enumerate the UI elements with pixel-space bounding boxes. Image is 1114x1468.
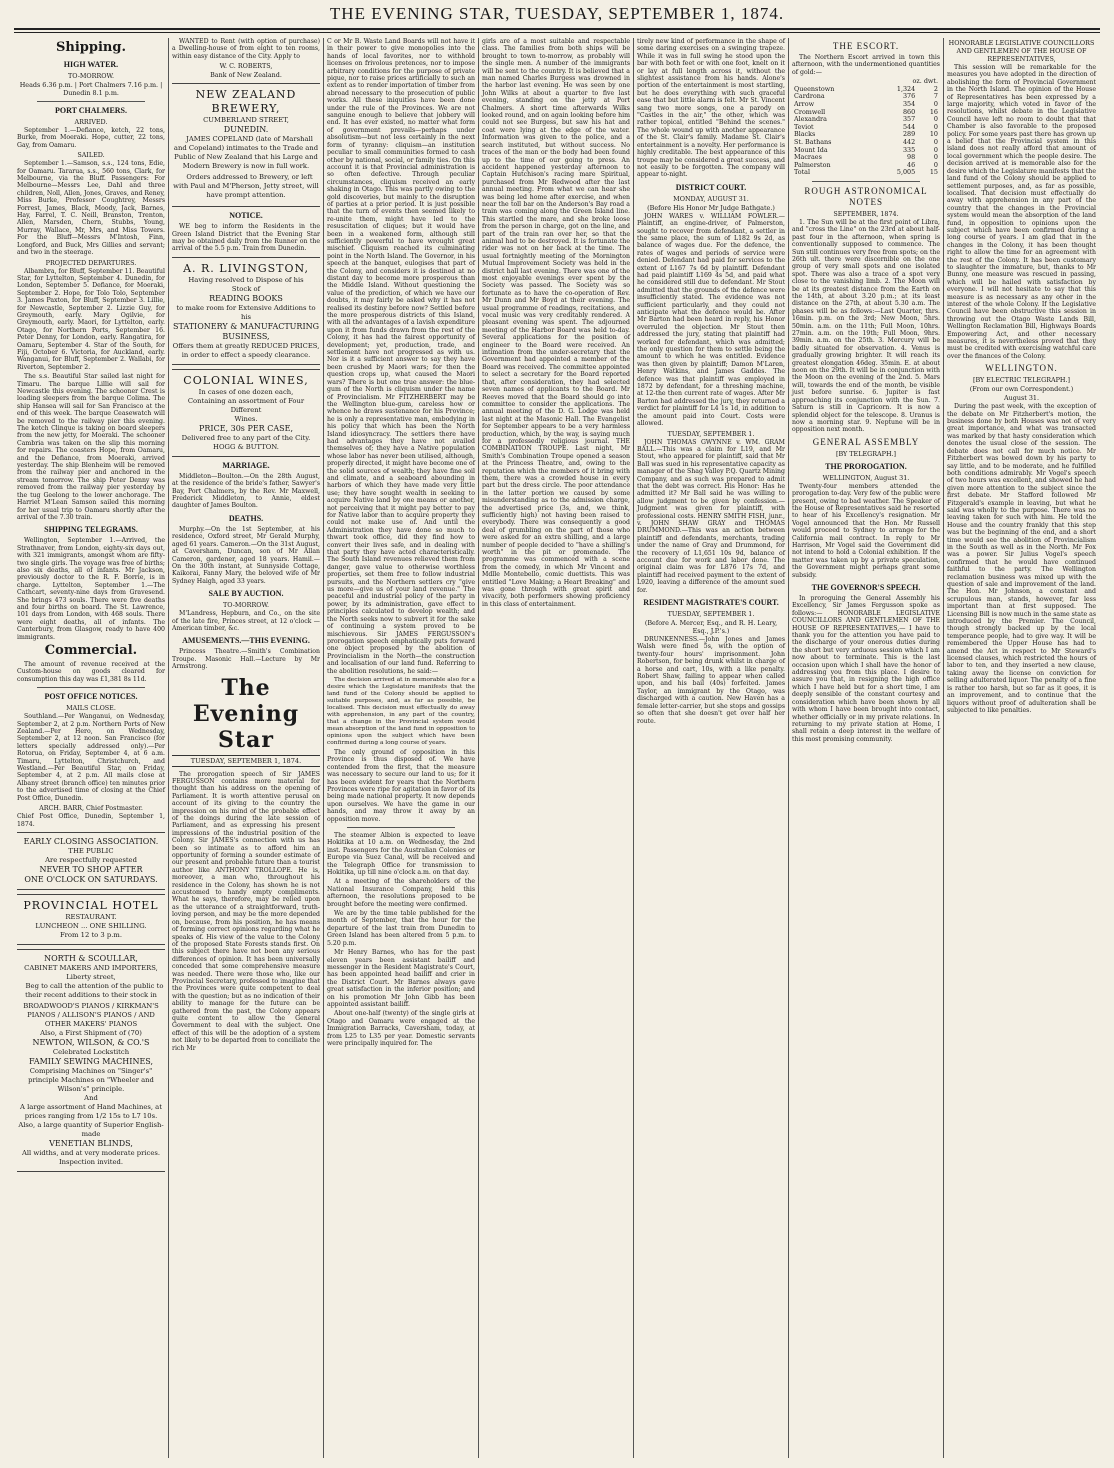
district-court-heading: DISTRICT COURT. <box>675 182 747 192</box>
resident-court-date: TUESDAY, SEPTEMBER 1. <box>667 610 755 619</box>
inspection-invited: Inspection invited. <box>58 1157 124 1166</box>
deaths-heading: DEATHS. <box>228 513 264 523</box>
masthead-rule <box>14 28 1100 30</box>
scoullar-name: NORTH & SCOULLAR, <box>44 953 138 963</box>
mails-close-label: MAILS CLOSE. <box>66 704 116 713</box>
luncheon-hours: From 12 to 3 p.m. <box>59 930 123 939</box>
escort-row <box>792 93 940 101</box>
divider <box>37 101 145 102</box>
stationery-label: STATIONERY & MANUFACTURING <box>173 321 319 331</box>
escort-dwt: 0 <box>933 145 938 154</box>
escort-total-label: Total <box>794 168 811 177</box>
reading-books: READING BOOKS <box>209 293 283 303</box>
arrived-text: September 1.—Defiance, ketch, 22 tons, Burke, from Moeraki. Hope, cutter, 22 tons, Gay, from Oamaru. <box>17 127 165 149</box>
column-2 <box>169 38 324 1458</box>
newton-wilson: NEWTON, WILSON, & CO.'S <box>32 1037 150 1047</box>
masthead-rule-thin <box>14 32 1100 33</box>
provincial-hotel-title: PROVINCIAL HOTEL <box>23 898 159 912</box>
local-news-text: girls are of a most suitable and respectable class. The families from both ships will be brought to town to-morrow, as probably will the single men. A number of the immigrants will be sent to the country. It is believed that a man named Charles Burgess was drowned in the harbor last evening. He was seen by one John Wilks at about a quarter to five last evening, standing on the jetty at Port Chalmers. A short time afterwards Wilks looked round, and on again looking before him could not see Burgess, but saw his hat and coat were lying at the edge of the water. Information was given to the police, and a search instituted, but without success. No traces of the man or the body had been found up to the time of our going to press. An accident happened yesterday afternoon to Captain Hutchison's racing mare Spiritual, purchased from Mr Redwood after the last annual meeting. From what we can hear she was being led home after exercise, and when near the toll bar on the Anderson's Bay road a train was coming along the Green Island line. This startled the mare, and she broke loose from the person in charge, got on the line, and part of the train ran over her, so that the animal had to be destroyed. It is fortunate the rider was not on her back at the time. The usual fortnightly meeting of the Mornington Mutual Improvement Society was held in the district hall last evening. There was one of the most enjoyable evenings ever spent by the Society was passed. The Society was so fortunate as to have the co-operation of Rev. Mr Dunn and Mr Boyd at their evening. The usual programme of readings, recitations, and vocal music was very creditably rendered. A pleasant evening was spent. The adjourned meeting of the Harbor Board was held to-day. Several applications for the position of engineer to the Board were received. An intimation from the under-secretary that the Government had appointed a member of the Board was received. The committee appointed to select a secretary for the Board reported that, after consideration, they had selected seven names of applicants to the Board. Mr Reeves moved that the Board should go into committee to consider the applications. The annual meeting of the D. G. Lodge was held last night at the Masonic Hall. The Evangelist for September appears to be a very harmless production, which, by the way, is saying much for a professedly religious journal. THE COMBINATION TROUPE. Last night, Mr Smith's Combination Troupe opened a season at the Princess Theatre, and, owing to the reputation which the members of it bring with them, there was a crowded house in every part but the dress circle. The poor attendance in the latter portion we caused by some misunderstanding as to the admission charge, the advertised price (3s, and, we think, sufficiently high) not having been raised to everybody. There was consequently a good deal of grumbling on the part of those who were asked for an extra shilling, and a large number of people decided to "have a shilling's worth" in the pit or promenade. The programme was commenced with a scene from the comedy, in which Mr Vincent and Mdlle Montebello, comic duettists. This was entitled "Love Making; a Heart Breaking" and was gone through with great spirit and vivacity, both performers showing proficiency in this class of entertainment. <box>482 38 630 608</box>
venetian-blinds: VENETIAN BLINDS, <box>49 1138 133 1148</box>
restaurant-label: RESTAURANT. <box>65 912 117 921</box>
column-3 <box>324 38 479 1458</box>
by-telegraph: [BY TELEGRAPH.] <box>835 449 897 458</box>
tide-times: Heads 6.36 p.m. | Port Chalmers 7.16 p.m. | Dunedin 8.1 p.m. <box>19 81 163 97</box>
early-closing-saturdays: ONE O'CLOCK ON SATURDAYS. <box>24 874 158 884</box>
projected-heading: PROJECTED DEPARTURES. <box>45 258 137 267</box>
escort-oz: 1,324 <box>896 84 916 93</box>
wellington-text: During the past week, with the exception of the debate on Mr Fitzherbert's motion, the business done by both Houses was not of very great importance, and what was transacted was marked by that hasty consideration which denotes the usual close of the session. The debate does not call for much notice. Mr Fitzherbert was bowed down by his party to say little, and to be moderate, and he fulfilled both conditions admirably. Mr Vogel's speech of two hours was excellent, and showed he had given more attention to the subject since the first debate. Mr Stafford followed Mr Fitzgerald's example in leaving, but what he said was wholly to the purpose. There was no leaving taken for such with him. He told the House and the country frankly that this step was but the beginning of the end, and a short time would see the abolition of Provincialism in the South as well as in the North. Mr Fox was a power. Sir Julius Vogel's speech confirmed that he would have continued faithful to the party. The Wellington reclamation business was mixed up with the question of sale and improvement of the land. The Hon. Mr Johnson, a constant and scrupulous man, stands, however, far less important than at first supposed. The Licensing Bill is now much in the same state as introduced by the Premier. The Council, though strongly backed up by the local temperance people, had to give way. It will be remembered the Upper House has had to amend the Act in respect to Mr Steward's licensed clauses, which restricted the hours of labor to ten, and they inserted a new clause, taking away the license on conviction for selling adulterated liquor. The penalty of a fine is rather too harsh, but so far as it goes, it is an improvement, and to continue that the liquors without proof of adulteration shall be subjected to like penalties. <box>947 403 1096 714</box>
wanted-ad: WANTED to Rent (with option of purchase) a Dwelling-house of from eight to ten rooms, within easy distance of the City. Apply to <box>172 38 320 60</box>
sailed-label: SAILED. <box>77 151 105 160</box>
governor-speech-text: In proroguing the General Assembly his Excellency, Sir James Fergusson spoke as follows:— HONORABLE LEGISLATIVE COUNCILLORS AND GENTLEMEN OF THE HOUSE OF REPRESENTATIVES,— I have to thank you for the attention you have paid to the discharge of your onerous duties during the short but very arduous session which I am now about to terminate. This is the last occasion upon which I shall have the honor of addressing you from this place. I desire to assure you that, in resigning the high office which I have held but for a short time, I am deeply sensible of the constant courtesy and consideration which have been shown by all with whom I have been brought into contact, whether officially or in my private relations. In returning to my private station at Home, I shall retain a deep interest in the welfare of this most promising community. <box>792 595 940 743</box>
prorogation-dateline: WELLINGTON, August 31. <box>822 473 910 482</box>
combination-troupe-continued: tirely new kind of performance in the shape of some daring exercises on a swinging trapeze. While it was in full swing he stood upon the bar with both feet or with one foot, knelt on it or lay at full length across it, without the slightest assistance from his hands. Alone's portion of the entertainment is most startling, but he does everything with such graceful ease that but little alarm is felt. Mr St. Vincent sang two more songs, one a parody on "Castles in the air," the other, which was rather topical, entitled "Behind the scenes." The whole wound up with another appearance of the St. Clair's family. Madame St. Clair's entertainment is a novelty. Her performance is highly creditable. The best appearance of this troupe may be considered a great success, and not easily to be forgotten. The company will appear to-night. <box>637 38 785 179</box>
trains-item: We are by the time table published for the month of September, that the hour for the departure of the last train from Dunedin to Green Island has been altered from 5 p.m. to 5.20 p.m. <box>327 910 475 947</box>
hogg-button-name: HOGG & BUTTON. <box>213 442 279 451</box>
district-court-judge: (Before His Honor Mr Judge Bathgate.) <box>647 203 775 212</box>
bank-name: Bank of New Zealand. <box>210 71 282 80</box>
cumberland-street: CUMBERLAND STREET, <box>203 116 289 125</box>
escort-total-dwt: 15 <box>929 168 938 177</box>
wellington-telegraph: [BY ELECTRIC TELEGRAPH.] <box>972 376 1071 385</box>
having-resolved: Having resolved to Dispose of his <box>188 275 304 284</box>
editorial-quote: The decision arrived at in memorable also for a desire which the Legislature manifests that the land fund of the Colony should be applied to suitable purposes, and, as far as possible, be localised. This decision must effectually do away with apprehension, in any part of the country, that a change in the Provincial system would mean absorption of the land fund in opposition to opinions upon the subject which have been confirmed during a long course of years. <box>327 676 475 746</box>
port-chalmers-heading: PORT CHALMERS. <box>54 106 128 115</box>
escort-oz: 289 <box>902 130 916 139</box>
escort-place: Teviot <box>794 122 814 131</box>
escort-place: Queenstown <box>794 84 835 93</box>
divider <box>812 181 920 182</box>
escort-place: Blacks <box>794 130 816 139</box>
escort-place: St. Bathans <box>794 137 832 146</box>
amusements-heading: AMUSEMENTS.—THIS EVENING. <box>182 636 310 646</box>
divider <box>347 827 455 828</box>
delivered-text: Delivered free to any part of the City. <box>181 433 311 442</box>
escort-place: Alexandra <box>794 115 827 124</box>
assembly-heading: GENERAL ASSEMBLY <box>812 436 920 447</box>
wines-label: Wines. <box>234 414 258 423</box>
offers-text: Offers them at greatly REDUCED PRICES, in order to effect a speedy clearance. <box>172 341 320 359</box>
pianos-list: BROADWOOD'S PIANOS / KIRKMAN'S PIANOS / ALLISON'S PIANOS / AND OTHER MAKERS' PIANOS <box>23 1001 159 1028</box>
sailed-text: September 1.—Samson, s.s., 124 tons, Edie, for Oamaru. Tararua, s.s., 560 tons, Clark, for Melbourne, via the Bluff. Passengers: For Melbourne—Messrs Lee, Dahl and three children, Noll, Allen, Jones, Graves, and Reney, Miss Burke, Professor Coughtrey, Messrs Forrest, James, Black, Moody, Jack, Barnes, Hay, Farrel, T. C. Neill, Branston, Trenton, Allen, Marsden, Chern, Stubbs, Young, Murray, Wallace, Mr, Mrs, and Miss Towers. For the Bluff—Messrs M'Intosh, Finn, Longford, and Buck, Mrs Gillies and servant; and two in the steerage. <box>17 160 165 257</box>
sale-text: M'Landress, Hepburn, and Co., on the site of the late fire, Princes street, at 12 o'clock —American timber, &c. <box>172 610 320 632</box>
column-4 <box>479 38 634 1458</box>
celebrated-lockstitch: Celebrated Lockstitch <box>52 1047 130 1056</box>
livingston-name: A. R. LIVINGSTON, <box>183 261 309 275</box>
copeland-text: JAMES COPELAND (late of Marshall and Copeland) intimates to the Trade and Public of New Zealand that his Large and Modern Brewery is now in full work. <box>173 135 319 171</box>
escort-dwt: 0 <box>933 100 938 108</box>
telegrams-heading: SHIPPING TELEGRAMS. <box>44 525 138 535</box>
escort-oz: 354 <box>902 100 916 108</box>
escort-dwt: 0 <box>933 160 938 169</box>
comprising-text: Comprising Machines on "Singer's" principle Machines on "Wheeler and Wilson's" principle. <box>28 1066 154 1093</box>
colonial-wines-ad <box>172 369 320 457</box>
wellington-date: August 31. <box>1004 394 1039 403</box>
early-closing-public: THE PUBLIC <box>68 846 114 855</box>
wellington-correspondent: (From our own Correspondent.) <box>969 385 1074 394</box>
escort-place: Macraes <box>794 153 822 162</box>
escort-place: Palmerston <box>794 160 831 169</box>
honorable-address: HONORABLE LEGISLATIVE COUNCILLORS AND GENTLEMEN OF THE HOUSE OF REPRESENTATIVES, <box>948 39 1095 63</box>
escort-oz: 357 <box>902 115 916 124</box>
roberts-name: W. C. ROBERTS, <box>219 62 273 71</box>
divider <box>37 687 145 688</box>
astro-text: 1. The Sun will be at the first point of Libra, and "cross the Line" on the 23rd at about half-past four in the afternoon, when spring is conventionally supposed to commence. The Sun still continues very free from spots; on the 26th ult. there were discernible on the one group of very small spots and one isolated spot. There was also a trace of a spot very close to the vanishing limb. 2. The Moon will be at its greatest distance from the Earth on the 14th, at about 3.20 p.m.; at its least distance on the 27th, at about 5.30 a.m. The phases will be as follows:—Last Quarter, thrs. 16min. p.m. on the 3rd; New Moon, 5hrs. 50min. a.m. on the 11th; Full Moon, 10hrs. 27min. a.m. on the 19th; Full Moon, 9hrs. 39min. a.m. on the 25th. 3. Mercury will be badly situated for observation. 4. Venus is gradually growing brighter. It will reach its greatest elongation 46deg. 35min. E. at about noon on the 29th. It will be in conjunction with the Moon on the evening of the 2nd. 5. Mars will, towards the end of the month, be visible just before sunrise. 6. Jupiter is fast approaching its conjunction with the Sun. 7. Saturn is still in Capricorn. It is now a splendid object for the telescope. 8. Uranus is now a morning star. 9. Neptune will be in opposition next month. <box>792 218 940 434</box>
post-office-text: Southland.—Per Wanganui, on Wednesday, September 2, at 2 p.m. Northern Ports of New Zealand.—Per Hero, on Wednesday, September 2, at 12 noon. San Francisco (for letters specially addressed only).—Per Rotorua, on Friday, September 4, at 6 a.m. Timaru, Lyttelton, Christchurch, and Westland.—Per Beautiful Star, on Friday, September 4, at 2 p.m. All mails close at Albany street (branch office) ten minutes prior to the advertised time of closing at the Chief Post Office, Dunedin. <box>17 713 165 802</box>
amusements-text: Princess Theatre.—Smith's Combination Troupe. Masonic Hall.—Lecture by Mr Armstrong. <box>172 648 320 671</box>
shipping-heading: Shipping. <box>56 40 126 55</box>
column-6 <box>789 38 944 1458</box>
stock-of: Stock of <box>231 284 261 293</box>
notice-text: WE beg to inform the Residents in the Green Island District that the Evening Star may be obtained daily from the Runner on the arrival of the 5.5 p.m. Train from Dunedin. <box>172 223 320 253</box>
commercial-heading: Commercial. <box>44 643 138 658</box>
post-office-heading: POST OFFICE NOTICES. <box>44 692 138 702</box>
deaths-text: Murphy.—On the 1st September, at his residence, Oxford street, Mr Gerald Murphy, aged 61 years. Cameron.—On the 31st August, at Caversham, Duncan, son of Mr Allan Cameron, gardener, aged 18 years. Hamil.—On the 30th instant, at Sunnyside Cottage, Kaikorai, Fanny Mary, the beloved wife of Mr Sydney Haigh, aged 33 years. <box>172 525 320 585</box>
telegrams-text: Wellington, September 1.—Arrived, the Strathnaver, from London, eighty-six days out, with 321 immigrants, amongst whom are fifty-two single girls. The voyage was free of births; also six deaths, all of infants. Mr Jackson, previously doctor to the R. F. Borrie, is in charge. Lyttelton, September 1.—The Cathcart, seventy-nine days from Gravesend. She brings 473 souls. There were five deaths and four births on board. The St. Lawrence, 101 days from London, with 468 souls. There were eight deaths, all of infants. The Canterbury, from Glasgow, ready to have 400 immigrants. <box>17 537 165 641</box>
governor-speech-heading: THE GOVERNOR'S SPEECH. <box>811 583 921 592</box>
english-made: Also, a large quantity of Superior English-made <box>18 1120 164 1138</box>
cases-text: In cases of one dozen each, <box>198 387 294 396</box>
prorogation-text: Twenty-four members attended the prorogation to-day. Very few of the public were present, owing to bad weather. The Speaker of the House of Representatives said he resorted to hear of his Excellency's resignation. Mr Vogel announced that the Hon. Mr Russell would proceed to Sydney to arrange for the California mail contract. In reply to Mr Harrison, Mr Vogel said the Government did not intend to hold a Colonial exhibition. If the matter was taken up by a private speculation, the Government might perhaps grant some subsidy. <box>792 482 940 579</box>
early-closing-title: EARLY CLOSING ASSOCIATION. <box>23 836 159 846</box>
marriage-heading: MARRIAGE. <box>222 460 270 470</box>
column-7 <box>944 38 1099 1458</box>
shipping-notes: The s.s. Beautiful Star sailed last night for Timaru. The barque Lillie will sail for Newcastle this evening. The schooner Crest is loading sleepers from the barque Colima. The ship Hansea will sail for San Francisco at the end of this week. The barque Ceasewatch will be removed to the railway pier this evening. The ketch Clinque is taking on board sleepers from the new jetty, for Moeraki. The schooner Cambria was taken on the slip this morning for repairs. The coasters Hope, from Oamaru, and the Defiance, from Moeraki, arrived yesterday. The ship Blenheim will be removed from the railway pier and anchored in the stream tomorrow. The ship Peter Denny was removed from the railway pier yesterday by the tug Geelong to the lower anchorage. The Harriet M'Lean Samson sailed this morning for her usual trip to Oamaru shortly after the arrival of the 7.30 train. <box>17 373 165 521</box>
provincial-hotel-ad <box>17 894 165 945</box>
cabinet-makers: CABINET MAKERS AND IMPORTERS, Liberty street, <box>24 963 158 981</box>
escort-oz: 860 <box>902 107 916 116</box>
orders-text: Orders addressed to Brewery, or left with Paul and M'Pherson, Jetty street, will have prompt attention. <box>173 173 319 200</box>
astro-month: SEPTEMBER, 1874. <box>833 209 899 218</box>
and-label: And <box>84 1093 98 1102</box>
early-closing-requested: Are respectfully requested <box>45 855 137 864</box>
escort-dwt: 0 <box>933 153 938 162</box>
hand-machines: A large assortment of Hand Machines, at prices ranging from 1/2 15s to L7 10s. <box>20 1102 162 1120</box>
masthead <box>0 0 1114 28</box>
paper-date: TUESDAY, SEPTEMBER 1, 1874. <box>172 755 320 767</box>
girls-item: About one-half (twenty) of the single girls at Otago and Oamaru were engaged at the Immigration Barracks, Caversham, today, at from L25 to L35 per year. Domestic servants were principally inquired for. The <box>327 1010 475 1047</box>
escort-dwt: 10 <box>929 130 938 139</box>
colonial-wines-title: COLONIAL WINES, <box>183 373 309 387</box>
escort-oz: 442 <box>902 137 916 146</box>
escort-place: Arrow <box>794 100 815 108</box>
escort-intro: The Northern Escort arrived in town this afternoon, with the undermentioned quantities of gold:— <box>792 54 940 76</box>
escort-place: Mount Ida <box>794 145 828 154</box>
escort-place: Cromwell <box>794 107 826 116</box>
escort-total-oz: 5,005 <box>896 168 916 177</box>
prorogation-heading: THE PROROGATION. <box>825 461 907 471</box>
widths-text: All widths, and at very moderate prices. <box>21 1148 161 1157</box>
escort-dwt: 16 <box>929 107 938 116</box>
masthead-title: THE EVENING STAR, TUESDAY, SEPTEMBER 1, 1874. <box>329 4 785 23</box>
escort-place: Cardrona <box>794 92 825 101</box>
notice-heading: NOTICE. <box>229 211 263 221</box>
scoullar-ad <box>17 949 165 1172</box>
editorial-after: The only ground of opposition in this Province is thus disposed of. We have contended from the first, that the measure was necessary to secure our land to us; for it has been evident for years that the Northern Provinces were ripe for agitation in favor of its being made national property. It now depends upon ourselves. We have the game in our hands, and may throw it away by an opposition move. <box>327 748 475 823</box>
escort-units: oz. dwt. <box>912 77 938 86</box>
business-label: BUSINESS, <box>222 331 270 341</box>
dunedin-label: DUNEDIN. <box>223 125 269 135</box>
commercial-text: The amount of revenue received at the Custom-house on goods cleared for consumption this day was £1,381 8s 11d. <box>17 661 165 683</box>
marriage-text: Middleton—Boulton.—On the 28th August, at the residence of the bride's father, Sawyer's Bay, Port Chalmers, by the Rev. Mr Maxwell, Frederick Middleton, to Annie, eldest daughter of James Boulton. <box>172 472 320 510</box>
escort-body <box>792 86 940 170</box>
brewery-ad <box>172 83 320 207</box>
sale-heading: SALE BY AUCTION. <box>208 589 284 599</box>
escort-oz: 544 <box>902 122 916 131</box>
escort-table <box>792 78 940 177</box>
escort-dwt: 0 <box>933 122 938 131</box>
column-1 <box>14 38 169 1458</box>
projected-text: Albambra, for Bluff, September 11. Beautiful Star, for Lyttelton, September 4. Dunedin, for London, September 5. Defiance, for Moeraki, September 2. Hope, for Tolo Tolo, September 3. James Paxton, for Bluff, September 3. Lillie, for Newcastle, September 2. Lizzie Guy, for Greymouth, early. Mary Ogilvie, for Greymouth, early. Maori, for Lyttelton, early. Otago, for Northern Ports, September 16. Peter Denny, for London, early. Rangatira, for Oamaru, September 4. Star of the South, for Fiji, October 6. Victoria, for Auckland, early. Wanganui, for Bluff, September 2. Wallabi, for Riverton, September 2. <box>17 267 165 371</box>
postmaster-signature: ARCH. BARR, Chief Postmaster. <box>39 804 143 813</box>
sale-date: TO-MORROW. <box>222 601 270 610</box>
escort-heading: THE ESCORT. <box>832 41 900 51</box>
tomorrow-label: TO-MORROW. <box>67 72 115 80</box>
resident-court-text: DRUNKENNESS.—John Jones and James Walsh were fined 5s, with the option of twenty-four hours' imprisonment. John Robertson, for being drunk whilst in charge of a horse and cart, 10s, with a like penalty. Robert Shaw, failing to appear when called upon, and his bail (40s) forfeited. James Taylor, an immigrant by the Otago, was discharged with a caution. New Haven has a female letter-carrier, but she stops and gossips so often that she doesn't get over half her route. <box>637 636 785 725</box>
escort-total-row <box>792 169 940 177</box>
escort-dwt: 2 <box>933 84 938 93</box>
livingston-ad <box>172 257 320 365</box>
district-court-text: JOHN WARES v. WILLIAM FOWLER.—Plaintiff, an engine-driver, of Palmerston, sought to recover from defendant, a settler in the same place, the sum of L182 9s 2d, as balance of wages due. For the defence, the rates of wages and periods of service were denied. Defendant had paid for services to the extent of L167 7s 6d by plaintiff. Defendant had paid plaintiff L169 4s 5d, and paid what he considered still due to defendant. Mr Stout admitted that the grounds of the defence were insufficiently stated. The evidence was not sufficient particularly, and they could not anticipate what the defence would be. After Mr Barton had been heard in reply, his Honor overruled the objection. Mr Stout then addressed the jury, stating that plaintiff had worked for defendant, which was admitted; the only question for them to settle being the amount to which he was entitled. Evidence was then given by plaintiff; Damon M'Laren, Henry Watkins, and James Gaddes. The defence was that plaintiff was employed in 1872 by defendant, for a threshing machine, at 12-the then current rate of wages. After Mr Barton had addressed the jury, they returned a verdict for plaintiff for L4 1s 1d, in addition to the amount paid into Court. Costs were allowed. <box>637 212 785 428</box>
district-court-date: MONDAY, AUGUST 31. <box>673 194 749 203</box>
meeting-item: At a meeting of the shareholders of the National Insurance Company, held this afternoon, the resolutions proposed to be brought before the meeting were confirmed. <box>327 878 475 908</box>
editorial-text: The prorogation speech of Sir JAMES FERGUSSON contains more material for thought than his address on the opening of Parliament. It is worth attentive perusal on account of its giving to the country the impression on his mind of the probable effect of the doings during the late session of Parliament, and as expressing his present impressions of the industrial position of the Colony. Sir JAMES's connection with us has been so intimate as to afford him an opportunity of forming a sounder estimate of our present and probable future than a tourist author like ANTHONY TROLLOPE. He is, moreover, a man who, throughout his residence in the Colony, has shown he is not accustomed to handy empty compliments. What he says, therefore, may be relied upon as the utterance of a straightforward, truth-loving person, and may be the more depended on, because, from his position, he has means of forming correct opinions regarding what he speaks of. His view of the value to the Colony of the proposed State Forests stands first. On this subject there have not been any serious differences of opinion. It has been universally conceded that some comprehensive measure was needed. There were those who, like our Provincial Secretary, professed to imagine that the Provinces were quite competent to deal with the question; but as no indication of their ability to manage for the future can be gathered from the past, the Colony appears quite content to allow the General Government to deal with the subject. One effect of this will be the adoption of a system not likely to be departed from to conciliate the rich Mr <box>172 770 320 1052</box>
speech-continued: This session will be remarkable for the measures you have adopted in the direction of abolishing the form of Provincial Government in the North Island. The opinion of the House of Representatives has been expressed by a large majority, which voted in favor of the resolutions, whilst debate in the Legislative Council have left no room to doubt that that Chamber is also favorable to the proposed policy. For some years past there has grown up a belief that the Provincial system in this island does not really afford that amount of local government which the people desire. The decision arrived at is memorable also for the desire which the Legislature manifests that the land fund of the Colony should be applied to settlement purposes, and, as far as possible, localised. That decision must effectually do away with apprehension in any part of the country that the changes in the Provincial system would mean the absorption of the land fund, in opposition to opinions upon the subject which have been confirmed during a long course of years. I am glad that in the changes in the Colony, it has been thought right to allow the time for an agreement with the rest of the Colony. It has been customary to slaughter the immature, but, thanks to Mr Bunny, one measure was rescued in passing, which will be hailed with satisfaction by everyone. I will not hesitate to say that this measure is as necessary as any other in the interest of the whole Colony. If the Legislative Council have been obstructive this session in throwing out the Otago Waste Lands Bill, Wellington Reclamation Bill, Highways Boards Empowering Act, and other necessary measures, it is nevertheless proved that they must be credited with exercising watchful care over the finances of the Colony. <box>947 64 1096 360</box>
arrived-label: ARRIVED. <box>74 118 108 126</box>
resident-court-judge: (Before A. Mercer, Esq., and R. H. Leary, Esq., J.P.'s.) <box>644 619 778 636</box>
paper-title: The Evening Star <box>192 674 300 753</box>
post-office-date: Chief Post Office, Dunedin, September 1, 1874. <box>17 813 165 828</box>
steamer-item: The steamer Albion is expected to leave Hokitika at 10 a.m. on Wednesday, the 2nd inst. Passengers for the Australian Colonies or Europe via Suez Canal, will be received and the Telegraph Office for transmission to Hokitika, up till nine o'clock a.m. on that day. <box>327 832 475 877</box>
scoullar-text: Beg to call the attention of the public to their recent additions to their stock in <box>25 981 164 999</box>
luncheon-label: LUNCHEON ... ONE SHILLING. <box>35 921 147 930</box>
columns <box>14 38 1100 1458</box>
escort-dwt: 7 <box>933 92 938 101</box>
also-shipment: Also, a First Shipment of (70) <box>40 1028 142 1037</box>
escort-dwt: 0 <box>933 137 938 146</box>
tuesday-text: JOHN THOMAS GWYNNE v. WM. GRAM BALL.—This was a claim for L19, and Mr Stout, who appeared for plaintiff, said that Mr Ball was sued in his representative capacity as manager of the Shag Valley P.Q. Quartz Mining Company, and as such was prepared to admit that the debt was correct. His Honor: Has he admitted it? Mr Ball said he was willing to allow judgment to be given by confession.—Judgment was given for plaintiff, with professional costs. HENRY SMITH FISH, junr., v. JOHN SHAW GRAY and THOMAS DRUMMOND.—This was an action between plaintiff and defendants, merchants, trading under the name of Gray and Drummond, for the recovery of L1,651 10s 9d, balance of account due for work and labor done. The original claim was for L876 17s 7d, and plaintiff had received payment to the extent of L920, leaving a difference of the amount sued for. <box>637 438 785 594</box>
astro-heading: ROUGH ASTRONOMICAL NOTES <box>804 185 928 207</box>
family-sewing-machines: FAMILY SEWING MACHINES, <box>28 1056 154 1066</box>
resident-court-heading: RESIDENT MAGISTRATE'S COURT. <box>643 598 779 608</box>
escort-oz: 98 <box>907 153 916 162</box>
price-label: PRICE, 30s PER CASE, <box>199 423 293 433</box>
escort-row <box>792 116 940 124</box>
escort-dwt: 0 <box>933 115 938 124</box>
brewery-title: NEW ZEALAND BREWERY, <box>195 88 297 116</box>
wellington-heading: WELLINGTON. <box>985 363 1058 374</box>
editorial-continued: C or Mr B. Waste Land Boards will not have it in their power to give monopolies into the hands of local favorites, nor to withhold licenses on frivolous pretences, nor to impose arbitrary conditions for the purpose of private pique, nor to raise prices artificially to such an extent as to render importation of timber from abroad necessary to the prosecution of public works. All these iniquities have been done under the rule of the Provinces. We are not sanguine enough to believe that jobbery will end. It has ever existed, no matter what form of government prevails—perhaps under absolutism—but not less certainly in the next form of tyranny: cliquism—an institution peculiar to small communities formed to cash other by national, social, or family ties. On this account it is that Provincial administration is so often defective. Through peculiar circumstances, cliquism received an early shaking in Otago. This was partly owing to the gold discoveries, but mainly to the disruption of parties at a prior period. It is just possible that the turn of events then seemed likely to re-unite them, might have led to the resuscitation of cliques; but it would have been in a weakened form, although still sufficiently powerful to have wrought great mischief. Cliquism reached its culminating point in the North Island. The Governor, in his speech at the banquet, eulogises that part of the Colony, and considers it is destined at no distant day to become more prosperous than the Middle Island. Without questioning the value of the prediction, of which we have our doubts, it may fairly be asked why it has not realised its destiny before now? Settled before the more prosperous districts of this Island, with all the advantages of a lavish expenditure upon it from funds drawn from the rest of the Colony, it has had the fairest opportunity of development; yet, production, trade, and settlement have not progressed as with us. Nor is it a sufficient answer to say they have been crushed by Maori wars; for then the question crops up, what caused the Maori wars? There is but one true answer: the blue-gum of the North is cliquism under the name of Provincialism. Mr FITZHERBERT may be the Wellington blue-gum, careless how or whence he draws sustenance for his Province; he is only a representative man, embodying in his policy that which has been the North Island idiosyncracy. The settlers there have had advantages they have not availed themselves of; they have a Native population whose labor has never been utilised, although, properly directed, it might have become one of the solid sources of wealth; they have fine soil and climate, and a seaboard abounding in harbors of which they have made very little use; they have sought wealth in seeking to acquire Native land by one means or another, not perceiving that it might pay better to pay for Native labor than to acquire property they could not make use of. And until the Administration they have done so much to thwart took office, did they find how to convert their lives safe, and in dealing with that party they have acted characteristically. The South Island revenues relieved them from danger, gave value to otherwise worthless properties, set them free to follow industrial pursuits, and the Northern settlers cry "give us more—give us of your land revenue." The peaceful and industrial policy of the party in power, by its administration, gave effect to principles calculated to develop wealth; and the North seeks now to subvert it for the sake of continuing a system proved to be mischievous. Sir JAMES FERGUSSON's prorogation speech emphatically puts forward one object proposed by the abolition of Provincialism in the North—the construction and localisation of our land fund. Referring to the abolition resolutions, he said:— <box>327 38 475 675</box>
escort-oz: 46 <box>907 160 916 169</box>
escort-row <box>792 162 940 170</box>
escort-oz: 376 <box>902 92 916 101</box>
high-water-heading: HIGH WATER. <box>63 60 119 69</box>
containing-text: Containing an assortment of Four Different <box>187 396 305 414</box>
barnes-item: Mr Henry Barnes, who has for the past eleven years been assistant bailiff and messenger in the Resident Magistrate's Court, has been appointed head bailiff and crier in the District Court. Mr Barnes always gave great satisfaction in the inferior position; and on his promotion Mr John Gibb has been appointed assistant bailiff. <box>327 949 475 1008</box>
tuesday-label: TUESDAY, SEPTEMBER 1. <box>667 429 755 438</box>
column-5 <box>634 38 789 1458</box>
to-make-room: to make room for Extensive Additions to his <box>176 303 316 321</box>
early-closing-never: NEVER TO SHOP AFTER <box>39 864 143 874</box>
early-closing-ad <box>17 832 165 890</box>
escort-oz: 335 <box>902 145 916 154</box>
